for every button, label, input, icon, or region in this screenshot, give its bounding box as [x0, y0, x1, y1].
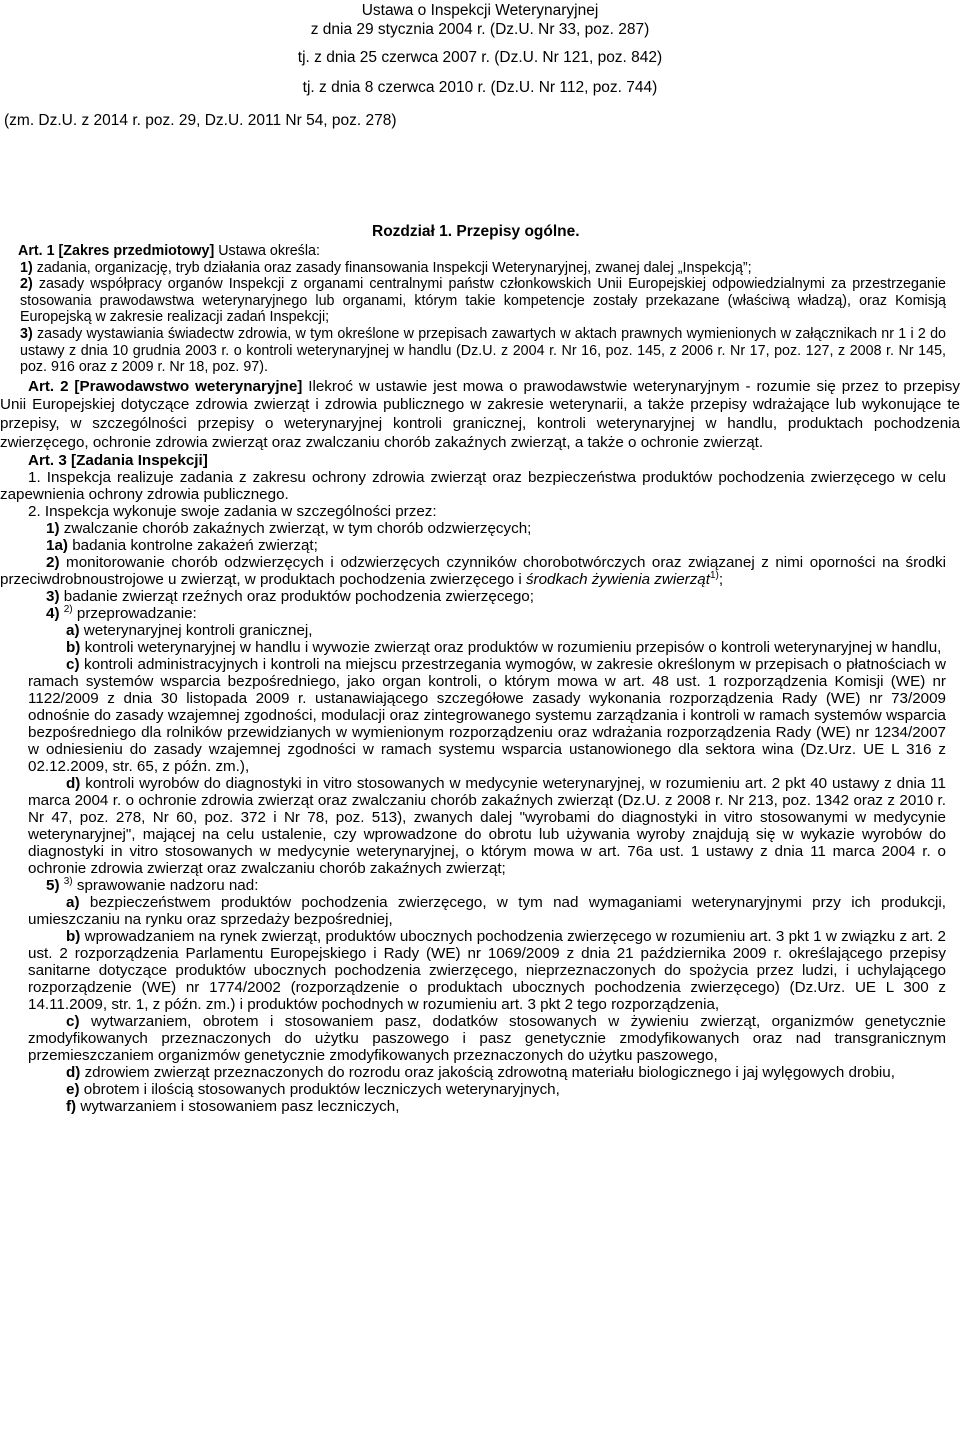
item-label: 2)	[46, 554, 60, 572]
item-text: zwalczanie chorób zakaźnych zwierząt, w tym chorób odzwierzęcych;	[63, 520, 532, 538]
art1-intro	[18, 243, 946, 260]
art3-item-5e	[66, 1081, 946, 1098]
art3-item-2	[0, 554, 946, 588]
art3-item-5d	[28, 1064, 946, 1081]
item-label: a)	[66, 894, 80, 912]
item-text: wprowadzaniem na rynek zwierząt, produktów ubocznych pochodzenia zwierzęcego w rozumieniu art. 3 pkt 1 w związku z art. 2 ust. 2 rozporządzenia Parlamentu Europejskiego i Rady (WE) nr 1069/2009 z dnia 21 października 2009 r. określającego przepisy sanitarne dotyczące produktów ubocznych pochodzenia zwierzęcego, nieprzeznaczonych do spożycia przez ludzi, i uchylającego rozporządzenie (WE) nr 1774/2002 (rozporządzenie o produktach ubocznych pochodzenia zwierzęcego) (Dz.Urz. UE L 300 z 14.11.2009, str. 1, z późn. zm.) i produktów pochodnych w rozumieniu art. 3 pkt 2 tego rozporządzenia,	[28, 928, 946, 1014]
art3-p1	[0, 469, 946, 503]
footnote-ref: 1)	[709, 570, 719, 582]
footnote-ref: 2)	[63, 604, 73, 616]
art2-text: Ilekroć w ustawie jest mowa o prawodawstwie weterynaryjnym - rozumie się przez to przepisy Unii Europejskiej dotyczące zdrowia zwierząt i zdrowia publicznego w zakresie weterynarii, a także przepisy wdrażające lub wykonujące te przepisy, w szczególności przepisy o weterynaryjnej kontroli granicznej, kontroli weterynaryjnej w handlu, produktach pochodzenia zwierzęcego, ochronie zdrowia zwierząt oraz zwalczaniu chorób zakaźnych zwierząt, a także o ochronie zwierząt.	[0, 377, 960, 451]
item-label: 3)	[20, 325, 33, 342]
art3-p1-text: 1. Inspekcja realizuje zadania z zakresu ochrony zdrowia zwierząt oraz bezpieczeństwa produktów pochodzenia zwierzęcego w celu zapewnienia ochrony zdrowia publicznego.	[0, 469, 946, 504]
art3-item-4b	[28, 639, 946, 656]
art3-heading: Art. 3 [Zadania Inspekcji]	[28, 452, 208, 470]
item-label: 1)	[20, 259, 33, 276]
item-text: wytwarzaniem, obrotem i stosowaniem pasz, dodatków stosowanych w żywieniu zwierząt, organizmów genetycznie zmodyfikowanych przeznaczonych do użytku paszowego i pasz genetycznie zmodyfikowanych oraz nad transgranicznym przemieszczaniem organizmów genetycznie zmodyfikowanych przeznaczonych do użytku paszowego,	[28, 1013, 946, 1065]
art1-item-2	[20, 276, 946, 326]
art3-item-5c	[28, 1013, 946, 1064]
art3-item-4	[46, 605, 946, 622]
item-text: badania kontrolne zakażeń zwierząt;	[72, 537, 318, 555]
art1-item-3	[20, 326, 946, 376]
item-label: d)	[66, 1064, 81, 1082]
item-label: 1)	[46, 520, 60, 538]
art1-intro-text: Ustawa określa:	[218, 243, 320, 259]
art3-item-5f	[66, 1098, 946, 1115]
item-label: d)	[66, 775, 81, 793]
item-text: badanie zwierząt rzeźnych oraz produktów pochodzenia zwierzęcego;	[63, 588, 534, 606]
item-text: zasady współpracy organów Inspekcji z organami centralnymi państw członkowskich Unii Europejskiej odpowiedzialnymi za przestrzeganie stosowania prawodawstwa weterynaryjnego lub organami, którym takie kompetencje zostały przekazane (właściwą władzą), oraz Komisją Europejską w zakresie realizacji zadań Inspekcji;	[20, 276, 946, 326]
footnote-ref: 3)	[63, 876, 73, 888]
art3-p2	[28, 503, 946, 520]
document-body	[0, 243, 960, 1116]
header-line-5: (zm. Dz.U. z 2014 r. poz. 29, Dz.U. 2011 Nr 54, poz. 278)	[4, 112, 397, 129]
item-label: b)	[66, 639, 81, 657]
art2-paragraph	[0, 378, 960, 452]
item-italic-text: środkach żywienia zwierząt	[525, 571, 710, 589]
header-line-4: tj. z dnia 8 czerwca 2010 r. (Dz.U. Nr 112, poz. 744)	[302, 79, 658, 96]
art3-item-1	[46, 520, 946, 537]
art2-heading: Art. 2 [Prawodawstwo weterynaryjne]	[28, 377, 303, 395]
art3-item-5b	[28, 928, 946, 1013]
item-text: kontroli administracyjnych i kontroli na miejscu przestrzegania wymogów, w zakresie określonym w przepisach o płatnościach w ramach systemów wsparcia bezpośredniego, jako organ kontroli, o którym mowa w art. 48 ust. 1 rozporządzenia Komisji (WE) nr 1122/2009 z dnia 30 listopada 2009 r. ustanawiającego szczegółowe zasady wykonania rozporządzenia Rady (WE) nr 73/2009 odnośnie do zasady wzajemnej zgodności, modulacji oraz zintegrowanego systemu zarządzania i kontroli w ramach systemów wsparcia bezpośredniego dla rolników przewidzianych w wymienionym rozporządzeniu oraz wdrażania rozporządzenia Rady (WE) nr 1234/2007 w odniesieniu do zasady wzajemnej zgodności w ramach systemu wsparcia ustanowionego dla sektora wina (Dz.Urz. UE L 316 z 02.12.2009, str. 65, z późn. zm.),	[28, 656, 946, 776]
item-label: 4)	[46, 605, 60, 623]
art3-item-4c	[28, 656, 946, 775]
item-label: c)	[66, 1013, 80, 1031]
header-line-1: Ustawa o Inspekcji Weterynaryjnej	[361, 2, 599, 19]
header-line-2: z dnia 29 stycznia 2004 r. (Dz.U. Nr 33, poz. 287)	[310, 21, 650, 38]
art3-item-4d	[28, 775, 946, 877]
item-text: bezpieczeństwem produktów pochodzenia zwierzęcego, w tym nad wymaganiami weterynaryjnymi przy ich produkcji, umieszczaniu na rynku oraz sprzedaży bezpośredniej,	[28, 894, 946, 929]
art3-item-4a	[0, 622, 946, 639]
art1-heading: Art. 1 [Zakres przedmiotowy]	[18, 243, 215, 259]
item-text: przeprowadzanie:	[76, 605, 197, 623]
item-label: b)	[66, 928, 81, 946]
item-text-end: ;	[718, 571, 724, 589]
item-text: kontroli wyrobów do diagnostyki in vitro stosowanych w medycynie weterynaryjnej, w rozumieniu art. 2 pkt 40 ustawy z dnia 11 marca 2004 r. o ochronie zdrowia zwierząt oraz zwalczaniu chorób zakaźnych zwierząt (Dz.U. z 2008 r. Nr 213, poz. 1342 oraz z 2010 r. Nr 47, poz. 278, Nr 60, poz. 372 i Nr 78, poz. 513), zwanych dalej "wyrobami do diagnostyki in vitro stosowanymi w medycynie weterynaryjnej", mającej na celu ustalenie, czy wprowadzone do obrotu lub używania wyroby znajdują się w wykazie wyrobów do diagnostyki in vitro stosowanych w medycynie weterynaryjnej, o którym mowa w art. 76a ust. 1 ustawy z dnia 11 marca 2004 r. o ochronie zdrowia zwierząt oraz zwalczaniu chorób zakaźnych zwierząt;	[28, 775, 946, 878]
header-line-3: tj. z dnia 25 czerwca 2007 r. (Dz.U. Nr 121, poz. 842)	[297, 49, 663, 66]
chapter-title: Rozdział 1. Przepisy ogólne.	[372, 223, 580, 240]
item-label: a)	[66, 622, 80, 640]
item-text: wytwarzaniem i stosowaniem pasz leczniczych,	[80, 1098, 400, 1116]
art1-item-1	[20, 260, 946, 277]
item-text: zasady wystawiania świadectw zdrowia, w tym określone w przepisach zawartych w aktach prawnych wymienionych w załącznikach nr 1 i 2 do ustawy z dnia 10 grudnia 2003 r. o kontroli weterynaryjnej w handlu (Dz.U. z 2004 r. Nr 16, poz. 145, z 2006 r. Nr 17, poz. 127, z 2008 r. Nr 145, poz. 916 oraz z 2009 r. Nr 18, poz. 97).	[20, 325, 946, 376]
item-text: monitorowanie chorób odzwierzęcych i odzwierzęcych czynników chorobotwórczych oraz związanej z nimi oporności na środki przeciwdrobnoustrojowe u zwierząt, w produktach pochodzenia zwierzęcego i	[0, 554, 946, 589]
item-text: kontroli weterynaryjnej w handlu i wywozie zwierząt oraz produktów w rozumieniu przepisów o kontroli weterynaryjnej w handlu,	[84, 639, 942, 657]
item-label: f)	[66, 1098, 77, 1116]
item-text: zadania, organizację, tryb działania oraz zasady finansowania Inspekcji Weterynaryjnej, zwanej dalej „Inspekcją”;	[36, 259, 752, 276]
item-text: sprawowanie nadzoru nad:	[76, 877, 259, 895]
art3-p2-text: 2. Inspekcja wykonuje swoje zadania w szczególności przez:	[28, 503, 437, 521]
item-label: 5)	[46, 877, 60, 895]
item-label: 1a)	[46, 537, 68, 555]
item-label: e)	[66, 1081, 80, 1099]
item-text: zdrowiem zwierząt przeznaczonych do rozrodu oraz jakością zdrowotną materiału biologicznego i jaj wylęgowych drobiu,	[84, 1064, 895, 1082]
item-label: 3)	[46, 588, 60, 606]
art3-item-3	[46, 588, 946, 605]
item-text: weterynaryjnej kontroli granicznej,	[83, 622, 313, 640]
item-text: obrotem i ilością stosowanych produktów leczniczych weterynaryjnych,	[83, 1081, 560, 1099]
art3-item-5a	[28, 894, 946, 928]
art3-item-5	[46, 877, 946, 894]
item-label: c)	[66, 656, 80, 674]
item-label: 2)	[20, 276, 33, 293]
art3-item-1a	[46, 537, 946, 554]
art3-section	[0, 452, 946, 1115]
